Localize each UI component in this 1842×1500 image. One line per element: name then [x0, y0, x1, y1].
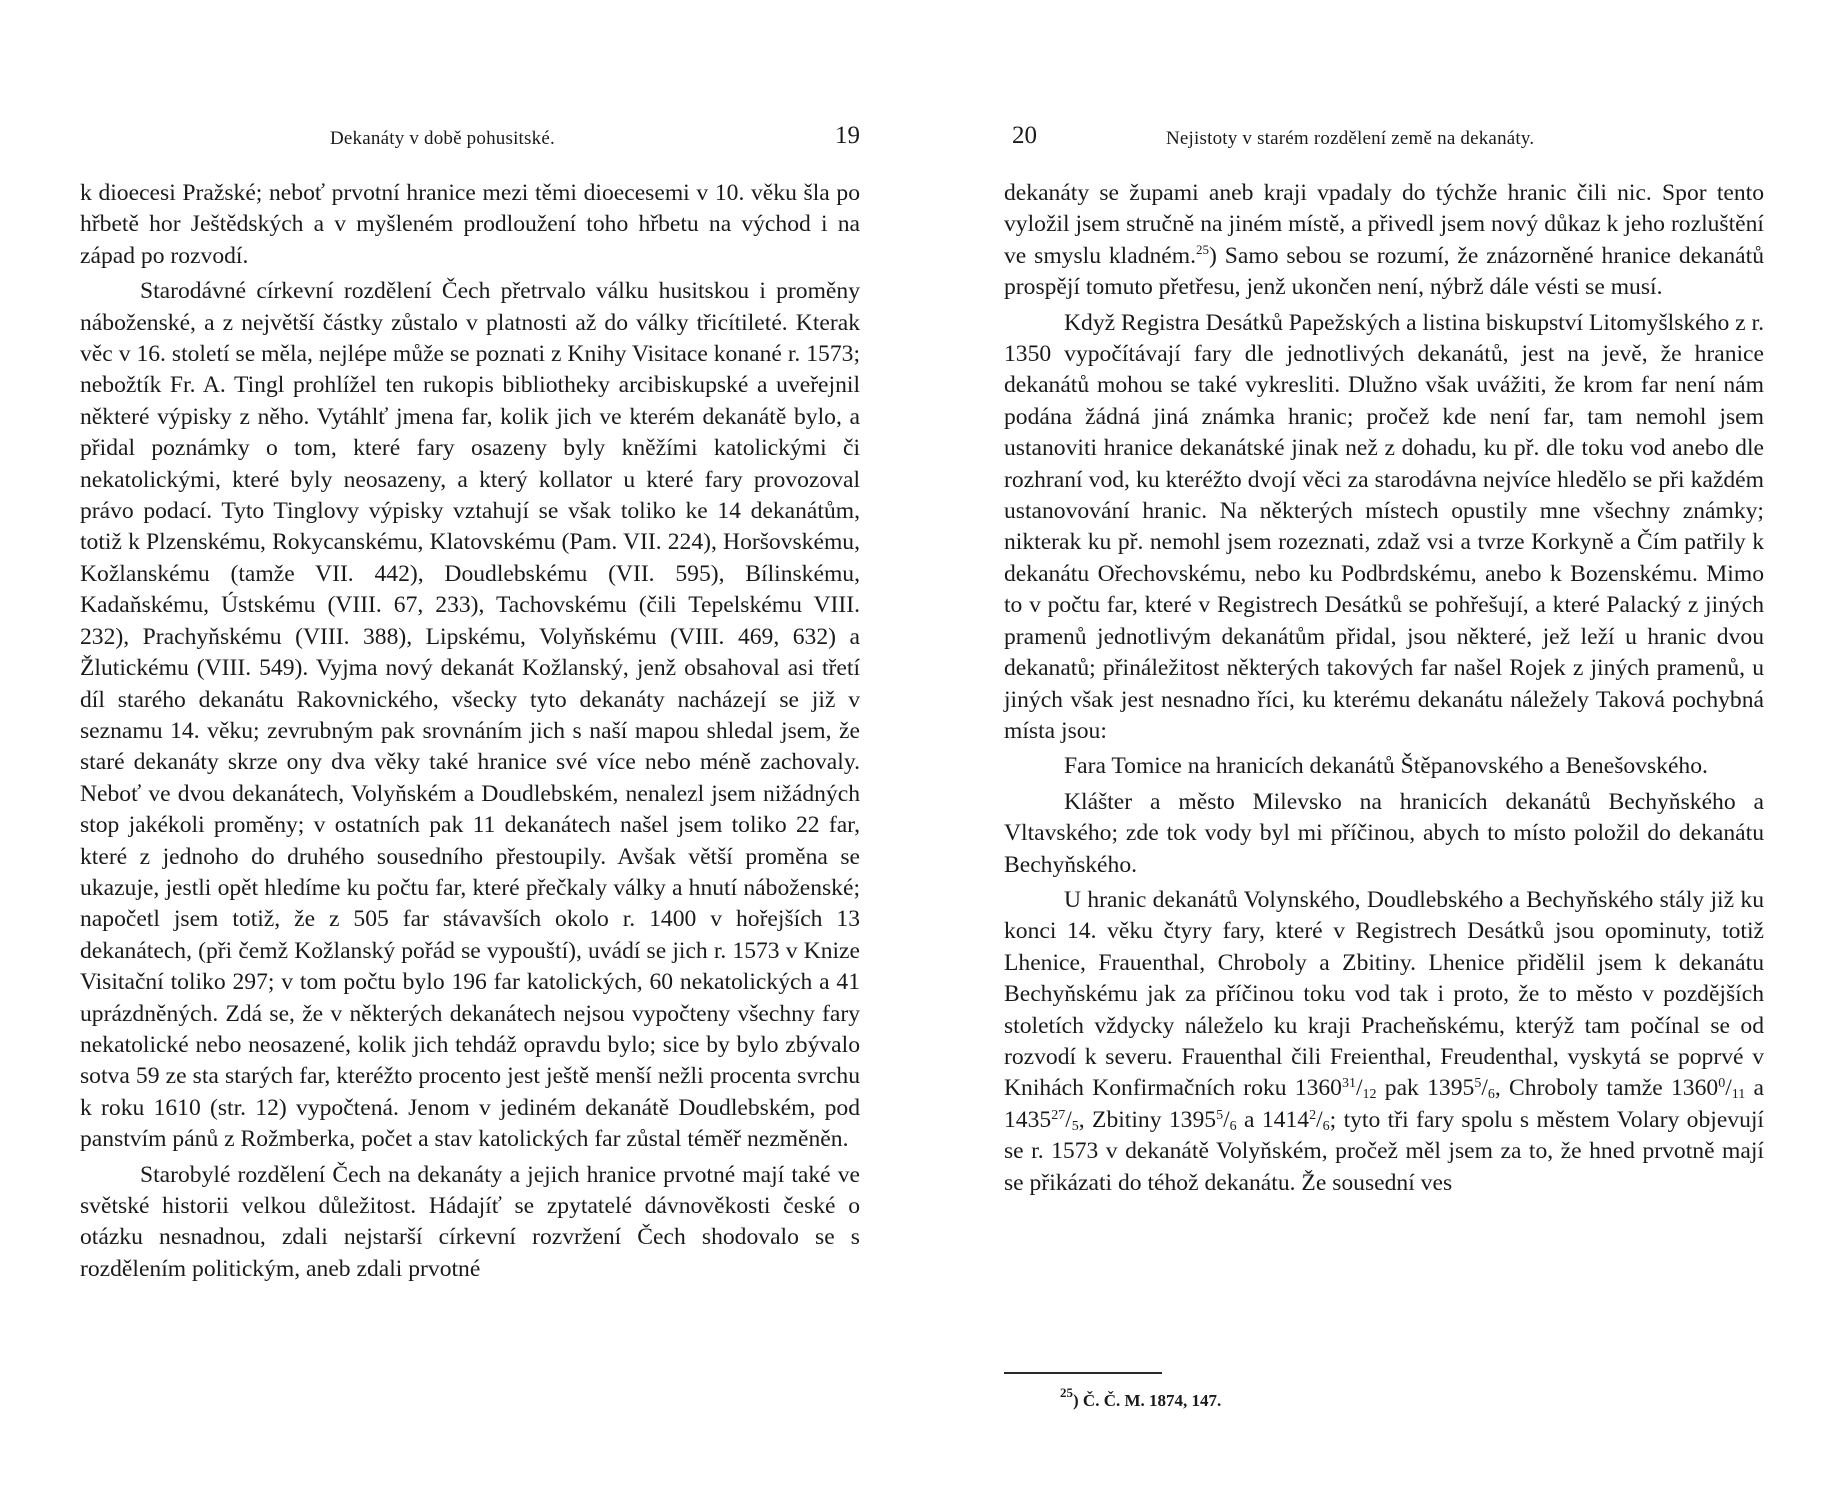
- fraction-numerator: 5: [1216, 1107, 1224, 1123]
- footnote-divider: [1004, 1372, 1162, 1374]
- fraction-numerator: 5: [1474, 1076, 1482, 1092]
- fraction-denominator: 11: [1731, 1087, 1746, 1103]
- fraction-numerator: 2: [1309, 1107, 1317, 1123]
- footnote-text: ) Č. Č. M. 1874, 147.: [1073, 1391, 1222, 1410]
- fraction-denominator: 6: [1487, 1087, 1495, 1103]
- left-page: [80, 0, 860, 1500]
- fraction-denominator: 12: [1362, 1087, 1377, 1103]
- page-body: [1004, 178, 1764, 1203]
- text-span: , Chroboly tamže 1360: [1494, 1075, 1719, 1102]
- footnote-mark: 25: [1060, 1385, 1073, 1400]
- running-head: [1004, 122, 1764, 152]
- right-page: [1004, 0, 1764, 1500]
- text-span: a 1435: [1004, 1075, 1764, 1133]
- fraction-denominator: 6: [1322, 1118, 1330, 1134]
- running-head: [80, 122, 860, 152]
- text-span: a 1414: [1236, 1106, 1310, 1133]
- footnote-ref[interactable]: 25: [1196, 241, 1210, 257]
- text-span: ; tyto tři fary spolu s městem Volary objevují se r. 1573 v dekanátě Volyňském, pročež měl jsem za to, že hned prvotně mají se přikázati do téhož dekanátu. Že sousední ves: [1004, 1106, 1764, 1196]
- running-head-title: Dekanáty v době pohusitské.: [330, 128, 555, 149]
- paragraph: [1004, 178, 1764, 304]
- page-number: 19: [835, 122, 860, 149]
- text-span: U hranic dekanátů Volynského, Doudlebského a Bechyňského stály již ku konci 14. věku čtyry fary, které v Registrech Desátků jsou opominuty, totiž Lhenice, Frauenthal, Chroboly a Zbitiny. Lhenice přidělil jsem k dekanátu Bechyňskému jak za příčinou toku vod tak i proto, že to město v pozdějších stoletích vždycky náleželo ku kraji Pracheňskému, kterýž tam počínal se od rozvodí k severu. Frauenthal čili Freienthal, Freudenthal, vyskytá se poprvé v Knihách Konfirmačních roku 1360: [1004, 886, 1764, 1102]
- paragraph: k dioecesi Pražské; neboť prvotní hranice mezi těmi dioecesemi v 10. věku šla po hřbetě hor Ještědských a v myšleném prodloužení toho hřbetu na východ i na západ po rozvodí.: [80, 180, 860, 269]
- text-span: ) Samo sebou se rozumí, že znázorněné hranice dekanátů prospějí tomuto přetřesu, jenž ukončen není, nýbrž dále vésti se musí.: [1004, 242, 1764, 301]
- running-head-title: Nejistoty v starém rozdělení země na dekanáty.: [1166, 128, 1535, 149]
- paragraph: Klášter a město Milevsko na hranicích dekanátů Bechyňského a Vltavského; zde tok vody byl mi příčinou, abych to místo položil do dekanátu Bechyňského.: [1004, 788, 1764, 878]
- fraction-numerator: 27: [1051, 1107, 1066, 1123]
- fraction-denominator: 6: [1229, 1118, 1237, 1134]
- paragraph: U hranic dekanátů Volynského, Doudlebského a Bechyňského stály již ku konci 14. věku čtyry fary, které v Registrech Desátků jsou opominuty, totiž Lhenice, Frauenthal, Chroboly a Zbitiny. Lhenice přidělil jsem k dekanátu Bechyňskému jak za příčinou toku vod tak i proto, že to město v pozdějších stoletích vždycky náleželo ku kraji Pracheňskému, kterýž tam počínal se od rozvodí k severu. Frauenthal čili Freienthal, Freudenthal, vyskytá se poprvé v Knihách Konfirmačních roku 1360$^{31}$/12 pak 1395$^5$/6, Chroboly tamže 1360$^0$/11 a 1435$^{27}$/5, Zbitiny 1395$^5$/6 a 1414$^2$/6; tyto tři fary spolu s městem Volary objevují se r. 1573 v dekanátě Volyňském, pročež měl jsem za to, že hned prvotně mají se přikázati do téhož dekanátu. Že sousední ves: [1004, 886, 1764, 1196]
- page-body: [80, 178, 860, 1289]
- paragraph: Když Registra Desátků Papežských a listina biskupství Litomyšlského z r. 1350 vypočítávají fary dle jednotlivých dekanátů, jest na jevě, že hranice dekanátů mohou se také vykresliti. Dlužno však uvážiti, že krom far není nám podána žádná jiná známka hranic; pročež kde není far, tam nemohl jsem ustanoviti hranice dekanátské jinak než z dohadu, ku př. dle toku vod anebo dle rozhraní vod, ku kteréžto dvojí věci za starodávna nejvíce hledělo se při každém ustanovování hranic. Na některých místech opustily mne všechny známky; nikterak ku př. nemohl jsem rozeznati, zdaž vsi a tvrze Korkyně a Čím patřily k dekanátu Ořechovskému, nebo ku Podbrdskému, anebo k Bozenskému. Mimo to v počtu far, které v Registrech Desátků se pohřešují, a které Palacký z jiných pramenů jednotlivým dekanátům přidal, jsou některé, jež leží u hranic dvou dekanatů; přináležitost některých takových far našel Rojek z jiných pramenů, u jiných však jest nesnadno říci, ku kterému dekanátu náležely Taková pochybná místa jsou:: [1004, 309, 1764, 744]
- paragraph: Starobylé rozdělení Čech na dekanáty a jejich hranice prvotné mají také ve světské historii velkou důležitost. Hádajíť se zpytatelé dávnověkosti české o otázku nesnadnou, zdali nejstarší církevní rozvržení Čech shodovalo se s rozdělením politickým, aneb zdali prvotné: [80, 1161, 860, 1282]
- paragraph: Fara Tomice na hranicích dekanátů Štěpanovského a Benešovského.: [1064, 753, 1708, 780]
- fraction-numerator: 0: [1718, 1076, 1726, 1092]
- text-span: , Zbitiny 1395: [1078, 1106, 1217, 1133]
- paragraph: Starodávné církevní rozdělení Čech přetrvalo válku husitskou i proměny náboženské, a z největší částky zůstalo v platnosti až do války třicítileté. Kterak věc v 16. století se měla, nejlépe může se poznati z Knihy Visitace konané r. 1573; nebožtík Fr. A. Tingl prohlížel ten rukopis bibliotheky arcibiskupské a uveřejnil některé výpisky z něho. Vytáhlť jmena far, kolik jich ve kterém dekanátě bylo, a přidal poznámky o tom, které fary osazeny byly kněžími katolickými či nekatolickými, které byly neosazeny, a který kollator u které fary provozoval právo podací. Tyto Tinglovy výpisky vztahují se však toliko ke 14 dekanátům, totiž k Plzenskému, Rokycanskému, Klatovskému (Pam. VII. 224), Horšovskému, Kožlanskému (tamže VII. 442), Doudlebskému (VII. 595), Bílinskému, Kadaňskému, Ústskému (VIII. 67, 233), Tachovskému (čili Tepelskému VIII. 232), Prachyňskému (VIII. 388), Lipskému, Volyňskému (VIII. 469, 632) a Žlutickému (VIII. 549). Vyjma nový dekanát Kožlanský, jenž obsahoval asi třetí díl starého dekanátu Rakovnického, všecky tyto dekanáty nacházejí se již v seznamu 14. věku; zevrubným pak srovnáním jich s naší mapou shledal jsem, že staré dekanáty skrze ony dva věky také hranice své více nebo méně zachovaly. Neboť ve dvou dekanátech, Volyňském a Doudlebském, nenalezl jsem nižádných stop jakékoli proměny; v ostatních pak 11 dekanátech našel jsem toliko 22 far, které z jednoho do druhého sousedního přestoupily. Avšak větší proměna se ukazuje, jestli opět hledíme ku počtu far, které přečkaly války a hnutí náboženské; napočetl jsem totiž, že z 505 far stávavších okolo r. 1400 v hořejších 13 dekanátech, (při čemž Kožlanský pořád se vypouští), uvádí se jich r. 1573 v Knize Visitační toliko 297; v tom počtu bylo 196 far katolických, 60 nekatolických a 41 uprázdněných. Zdá se, že v některých dekanátech nejsou vypočteny všechny fary nekatolické nebo neosazené, kolik jich tehdáž opravdu bylo; sice by bylo zbývalo sotva 59 ze sta starých far, kteréžto procento jest ještě menší nežli procenta svrchu k roku 1610 (str. 12) vypočtená. Jenom v jediném dekanátě Doudlebském, pod panstvím pánů z Rožmberka, počet a stav katolických far zůstal téměř nezměněn.: [80, 278, 860, 1153]
- text-span: pak 1395: [1376, 1075, 1475, 1102]
- page-number: 20: [1012, 122, 1037, 149]
- fraction-denominator: 5: [1071, 1118, 1079, 1134]
- footnote: [1060, 1385, 1222, 1411]
- text-span: dekanáty se župami aneb kraji vpadaly do týchže hranic čili nic. Spor tento vyložil jsem stručně na jiném místě, a přivedl jsem nový důkaz k jeho rozluštění ve smyslu kladném.: [1004, 180, 1764, 269]
- fraction-numerator: 31: [1341, 1076, 1356, 1092]
